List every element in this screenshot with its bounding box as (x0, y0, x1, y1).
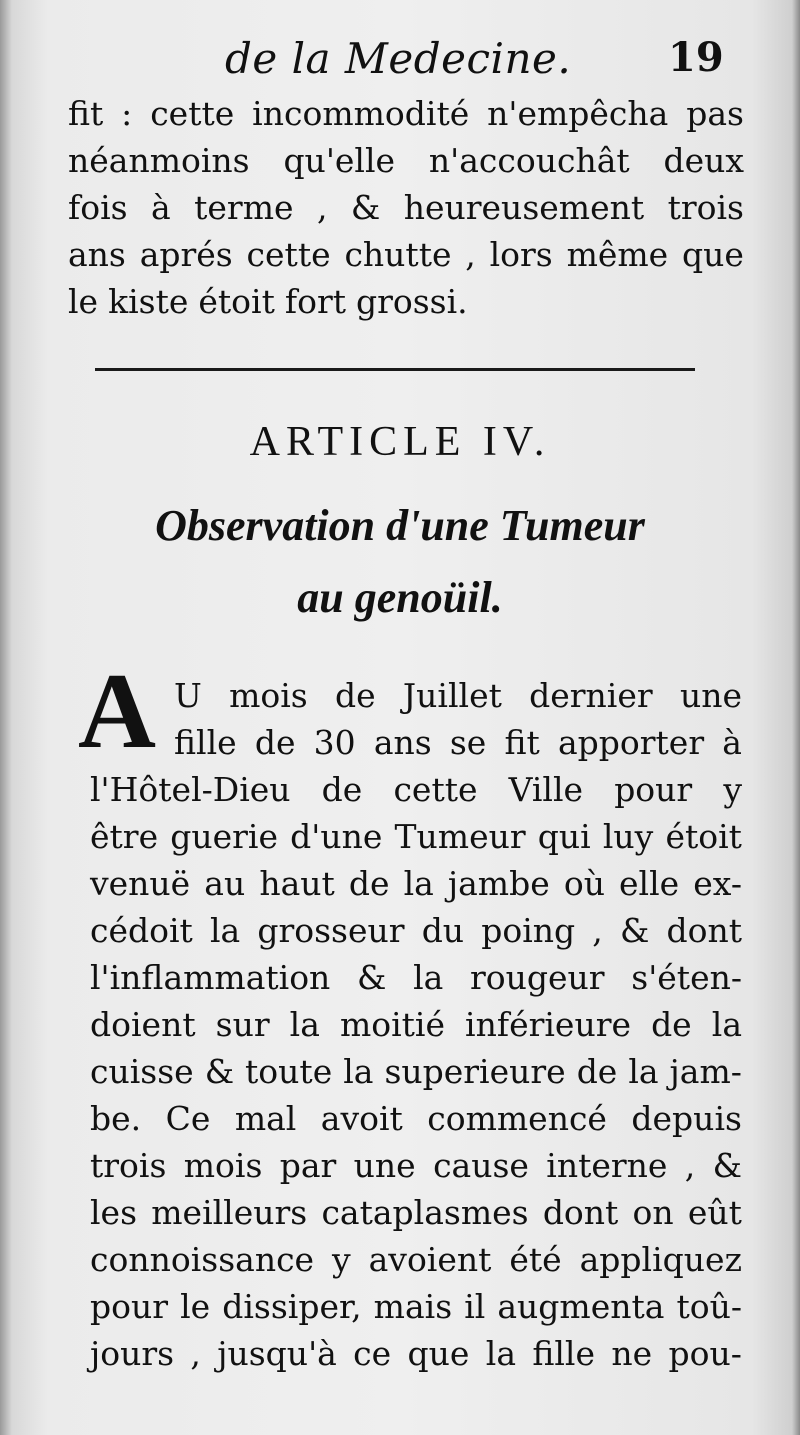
word: que (407, 1334, 470, 1373)
word: même (566, 235, 669, 274)
word: pour (90, 1287, 169, 1326)
word: superieure (384, 1052, 566, 1091)
word: au (204, 864, 246, 903)
word: : (121, 94, 133, 133)
word: il (464, 1287, 486, 1326)
text-line (90, 860, 742, 907)
word: moitié (339, 1005, 445, 1044)
word: , (684, 1146, 696, 1185)
word: s'éten- (631, 958, 742, 997)
word: heureusement (403, 188, 645, 227)
word: toute (245, 1052, 333, 1091)
word: fois (68, 188, 128, 227)
text-line (90, 766, 742, 813)
word: que (682, 235, 744, 274)
body-paragraph (90, 672, 742, 1377)
word: la (413, 958, 444, 997)
word: la (485, 1334, 517, 1373)
word: , (316, 188, 328, 227)
word: commencé (427, 1099, 607, 1138)
word: se (449, 723, 487, 762)
word: cette (393, 770, 478, 809)
text-line (68, 184, 744, 231)
word: ans (68, 235, 126, 274)
word: & (350, 188, 381, 227)
word: interne (546, 1146, 668, 1185)
text-line (90, 1095, 742, 1142)
word: & (204, 1052, 235, 1091)
word: fille (532, 1334, 596, 1373)
word: de (321, 770, 363, 809)
word: la (289, 1005, 320, 1044)
word: cuisse (90, 1052, 194, 1091)
section-divider-rule (95, 368, 695, 371)
word: cette (150, 94, 235, 133)
word: appliquez (579, 1240, 742, 1279)
running-title: de la Medecine. (225, 34, 572, 83)
word: mais (373, 1287, 453, 1326)
word: qui (537, 817, 591, 856)
text-line (68, 278, 744, 325)
article-heading: ARTICLE IV. (249, 419, 551, 465)
word: Ce (165, 1099, 211, 1138)
running-head (0, 30, 800, 90)
word: une (679, 676, 742, 715)
word: Tumeur (394, 817, 526, 856)
word: toû- (676, 1287, 742, 1326)
word: , (465, 235, 476, 274)
text-line (90, 1283, 742, 1330)
word: fit (504, 723, 540, 762)
word: été (509, 1240, 562, 1279)
text-line (90, 1189, 742, 1236)
word: de (254, 723, 296, 762)
word: néanmoins (68, 141, 250, 180)
word: les (90, 1193, 138, 1232)
word: fit (68, 94, 104, 133)
word: ans (373, 723, 432, 762)
word: grosseur (257, 911, 405, 950)
word: & (619, 911, 650, 950)
word: jours (90, 1334, 175, 1373)
word: depuis (631, 1099, 742, 1138)
observation-title-line-2: au genoüil. (297, 573, 503, 622)
word: Ville (508, 770, 584, 809)
drop-cap: A (78, 652, 156, 771)
word: d'une (290, 817, 383, 856)
word: où (563, 864, 605, 903)
word: de (335, 676, 376, 715)
word: ex- (693, 864, 742, 903)
word: elle (619, 864, 680, 903)
word: le (180, 1287, 211, 1326)
word: l'Hôtel-Dieu (90, 770, 291, 809)
word: guerie (170, 817, 279, 856)
word: y (723, 770, 742, 809)
word: la (209, 911, 241, 950)
word: cette (246, 235, 331, 274)
word: fille (174, 723, 237, 762)
word: jusqu'à (217, 1334, 337, 1373)
word: , (190, 1334, 201, 1373)
text-line (90, 907, 742, 954)
word: pas (686, 94, 744, 133)
word: haut (259, 864, 335, 903)
text-line (68, 90, 744, 137)
word: le (68, 282, 99, 321)
word: la (403, 864, 434, 903)
word: aprés (139, 235, 233, 274)
word: de (576, 1052, 618, 1091)
word: dissiper, (222, 1287, 362, 1326)
text-line (90, 1236, 742, 1283)
word: poing (481, 911, 576, 950)
word: sur (215, 1005, 270, 1044)
word: pou- (668, 1334, 742, 1373)
word: cause (433, 1146, 529, 1185)
text-line (90, 719, 742, 766)
text-line (68, 137, 744, 184)
word: , (592, 911, 603, 950)
word: meilleurs (151, 1193, 308, 1232)
word: terme (194, 188, 294, 227)
word: deux (663, 141, 744, 180)
word: la (343, 1052, 374, 1091)
word: trois (667, 188, 744, 227)
word: on (632, 1193, 674, 1232)
word: mois (183, 1146, 263, 1185)
word: & (357, 958, 387, 997)
word: la (628, 1052, 659, 1091)
word: mal (234, 1099, 297, 1138)
word: Juillet (402, 676, 502, 715)
word: chutte (344, 235, 452, 274)
word: étoit (665, 817, 742, 856)
word: connoissance (90, 1240, 315, 1279)
word: cataplasmes (321, 1193, 529, 1232)
word: be. (90, 1099, 142, 1138)
word: augmenta (497, 1287, 665, 1326)
text-line (90, 1001, 742, 1048)
text-line (90, 1330, 742, 1377)
observation-title-line-1: Observation d'une Tumeur (155, 501, 645, 550)
word: la (711, 1005, 742, 1044)
word: dont (542, 1193, 619, 1232)
word: une (353, 1146, 416, 1185)
word: eût (687, 1193, 742, 1232)
word: lors (489, 235, 553, 274)
word: à (151, 188, 171, 227)
word: l'inflammation (90, 958, 331, 997)
word: de (348, 864, 390, 903)
word: inférieure (465, 1005, 632, 1044)
word: trois (90, 1146, 167, 1185)
text-line (90, 672, 742, 719)
word: ne (611, 1334, 653, 1373)
word: dont (666, 911, 742, 950)
text-line (90, 813, 742, 860)
word: du (421, 911, 465, 950)
word: avoit (320, 1099, 403, 1138)
word: cédoit (90, 911, 193, 950)
page-number: 19 (668, 34, 724, 81)
word: n'accouchât (428, 141, 630, 180)
word: luy (602, 817, 654, 856)
word: être (90, 817, 159, 856)
word: qu'elle (283, 141, 396, 180)
word: fort (284, 282, 346, 321)
word: rougeur (470, 958, 605, 997)
word: n'empêcha (487, 94, 669, 133)
word: grossi. (355, 282, 468, 321)
word: dernier (529, 676, 653, 715)
word: étoit (198, 282, 275, 321)
word: kiste (108, 282, 189, 321)
word: doient (90, 1005, 196, 1044)
word: jam- (669, 1052, 742, 1091)
word: incommodité (252, 94, 470, 133)
text-line (90, 1048, 742, 1095)
text-line (68, 231, 744, 278)
word: 30 (313, 723, 356, 762)
continuation-paragraph (68, 90, 744, 325)
word: par (279, 1146, 337, 1185)
word: à (722, 723, 742, 762)
word: & (712, 1146, 742, 1185)
word: jambe (447, 864, 550, 903)
text-line (90, 954, 742, 1001)
word: de (651, 1005, 692, 1044)
word: avoient (368, 1240, 492, 1279)
text-line (90, 1142, 742, 1189)
word: pour (614, 770, 693, 809)
word: y (332, 1240, 351, 1279)
word: venuë (90, 864, 191, 903)
word: ce (353, 1334, 392, 1373)
word: mois (229, 676, 308, 715)
word: apporter (557, 723, 705, 762)
word: U (174, 676, 202, 715)
